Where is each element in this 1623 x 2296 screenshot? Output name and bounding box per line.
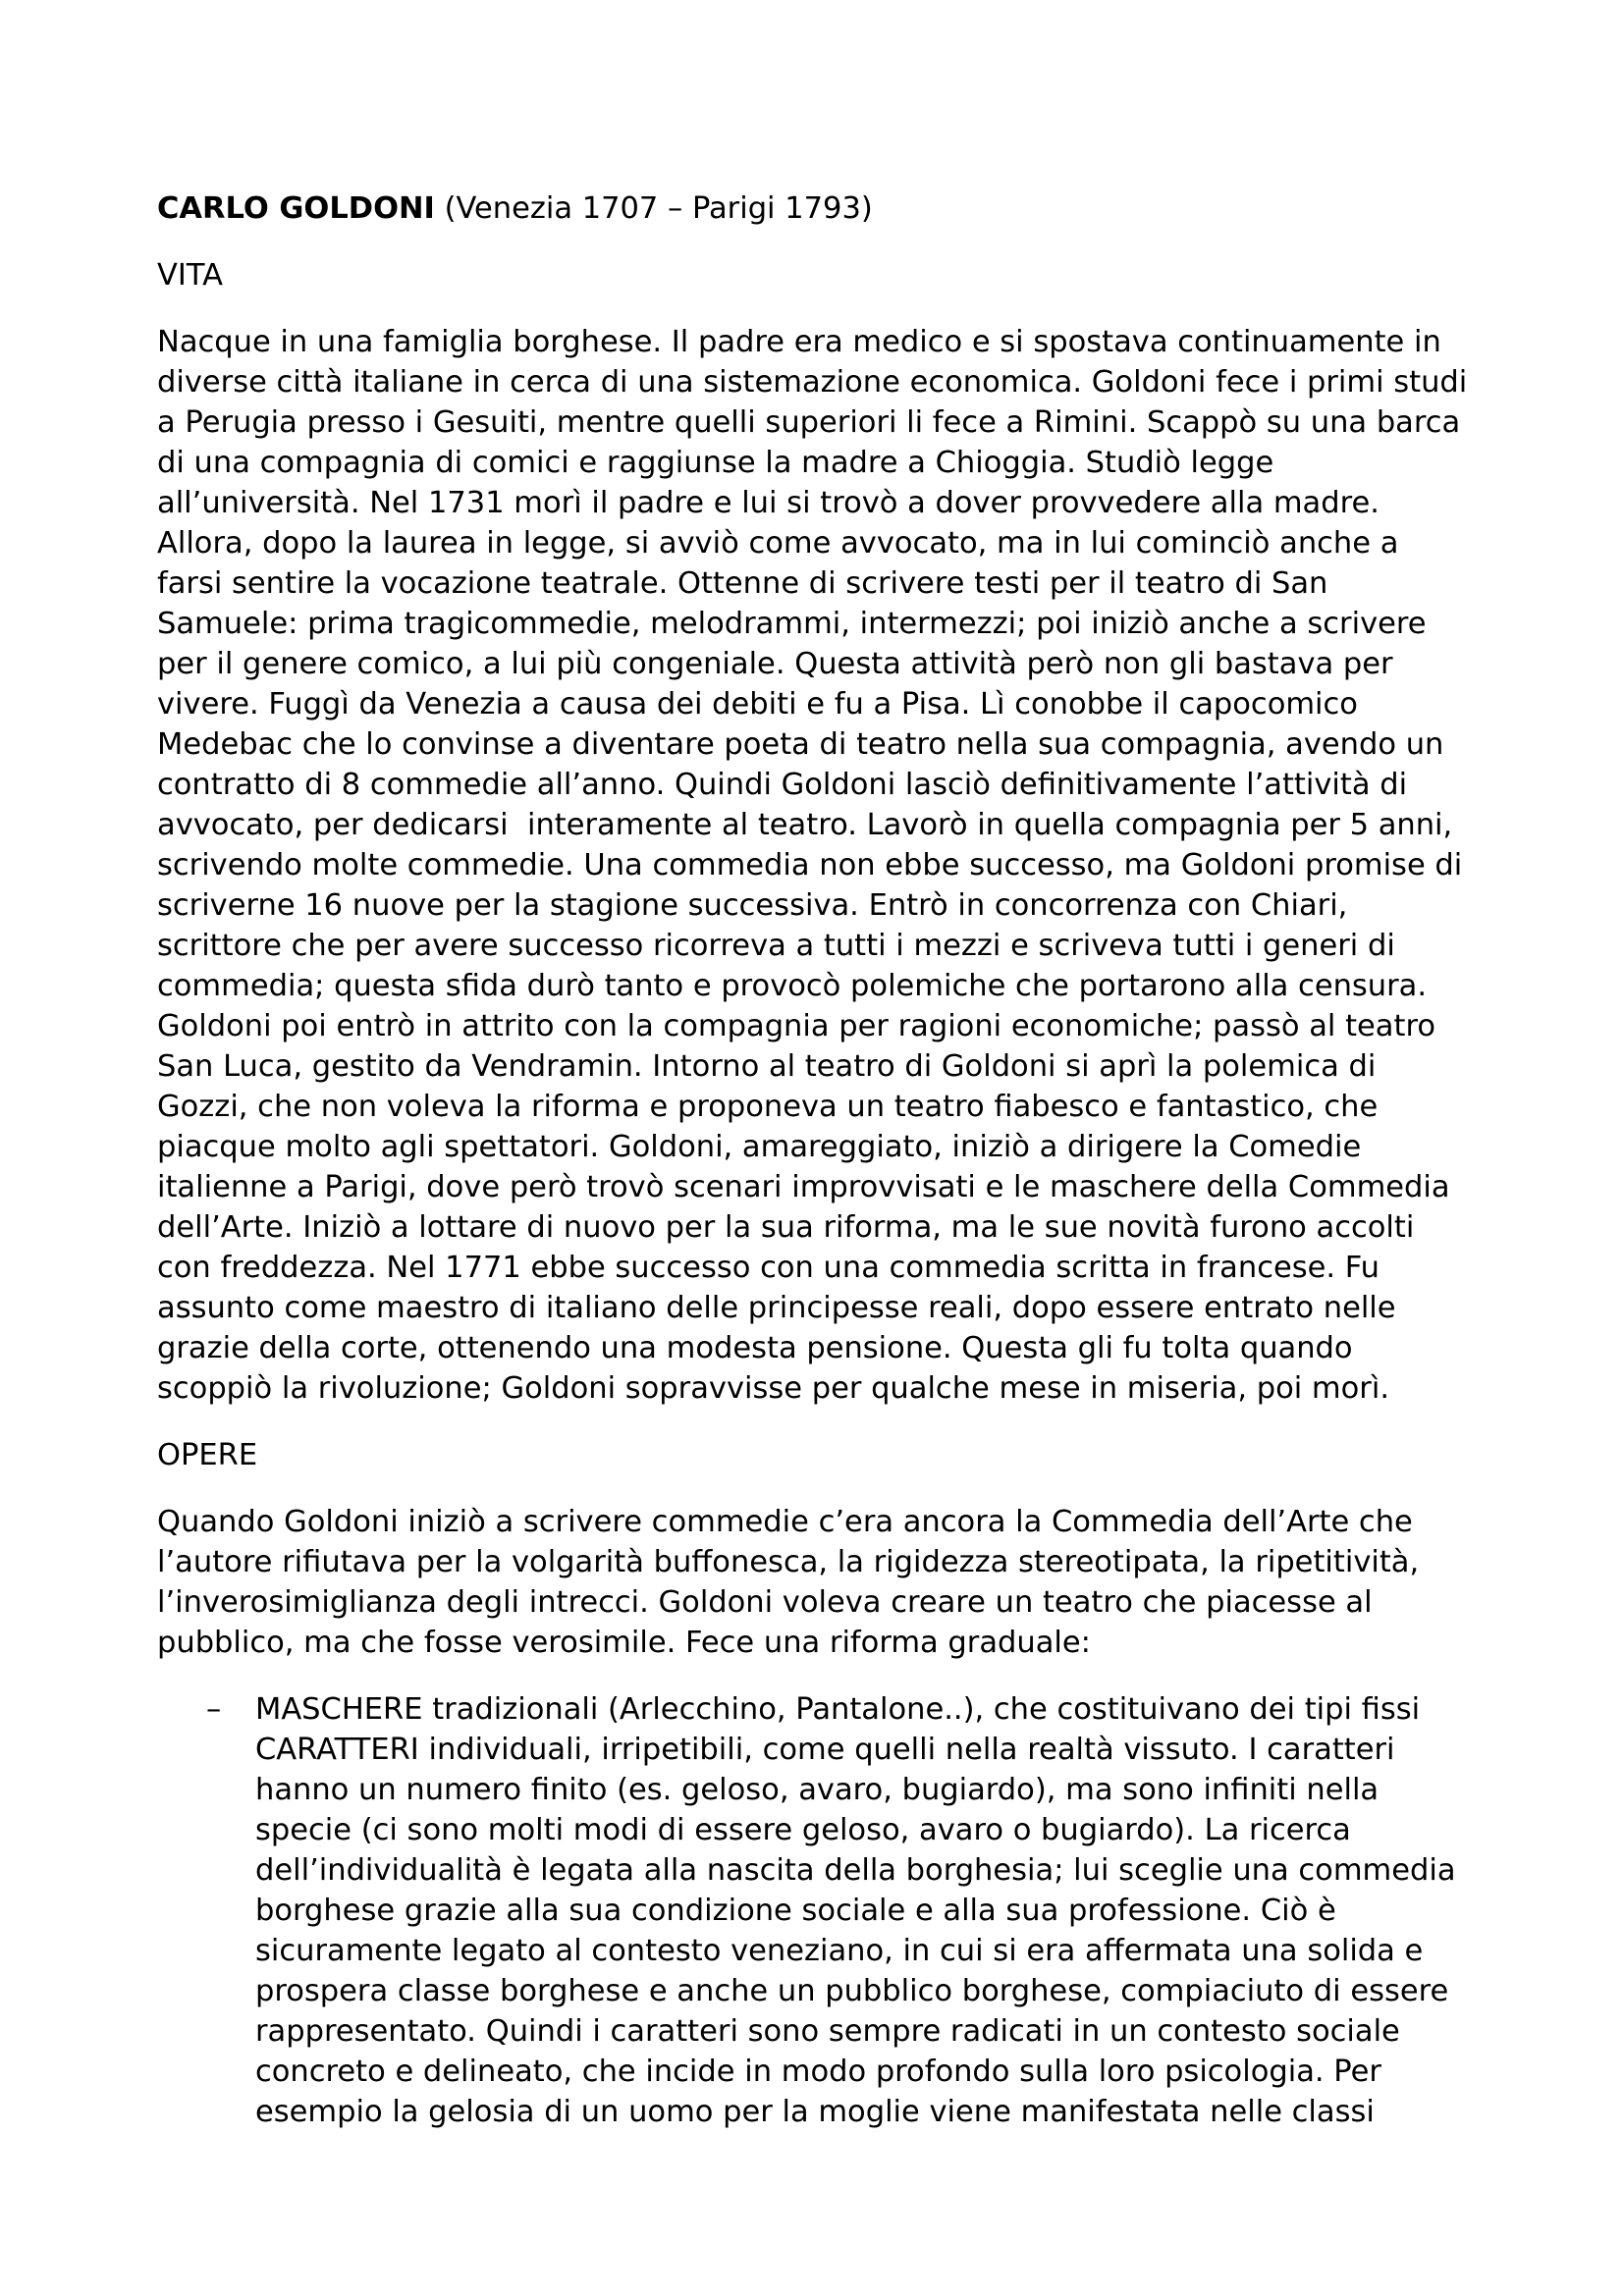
reform-list	[157, 1689, 1492, 2132]
text-line: concreto e delineato, che incide in modo profondo sulla loro psicologia. Per	[255, 2055, 1381, 2089]
text-line: l’autore rifiutava per la volgarità buffonesca, la rigidezza stereotipata, la ripetitività,	[157, 1545, 1420, 1579]
text-line: CARATTERI individuali, irripetibili, come quelli nella realtà vissuto. I caratteri	[255, 1733, 1395, 1767]
text-line: per il genere comico, a lui più congeniale. Questa attività però non gli bastava per	[157, 647, 1393, 681]
text-line: all’università. Nel 1731 morì il padre e lui si trovò a dover provvedere alla madre.	[157, 486, 1380, 520]
text-line: assunto come maestro di italiano delle principesse reali, dopo essere entrato nelle	[157, 1291, 1396, 1325]
author-name: CARLO GOLDONI	[157, 191, 435, 226]
text-line: Samuele: prima tragicommedie, melodrammi, intermezzi; poi iniziò anche a scrivere	[157, 607, 1427, 641]
document-title	[157, 188, 1492, 229]
text-line: Nacque in una famiglia borghese. Il padre era medico e si spostava continuamente in	[157, 325, 1441, 359]
text-line: contratto di 8 commedie all’anno. Quindi Goldoni lasciò definitivamente l’attività di	[157, 768, 1408, 802]
list-bullet-dash: –	[206, 1692, 222, 1727]
text-line: scrittore che per avere successo ricorreva a tutti i mezzi e scriveva tutti i generi di	[157, 929, 1395, 963]
text-line: Goldoni poi entrò in attrito con la compagnia per ragioni economiche; passò al teatro	[157, 1009, 1435, 1043]
text-line: italienne a Parigi, dove però trovò scenari improvvisati e le maschere della Commedia	[157, 1170, 1450, 1204]
text-line: Gozzi, che non voleva la riforma e proponeva un teatro fiabesco e fantastico, che	[157, 1090, 1379, 1124]
text-line: di una compagnia di comici e raggiunse la madre a Chioggia. Studiò legge	[157, 446, 1274, 480]
text-line: scriverne 16 nuove per la stagione successiva. Entrò in concorrenza con Chiari,	[157, 888, 1348, 923]
text-line: farsi sentire la vocazione teatrale. Ottenne di scrivere testi per il teatro di San	[157, 566, 1328, 601]
text-line: prospera classe borghese e anche un pubblico borghese, compiaciuto di essere	[255, 1974, 1449, 2008]
text-line: MASCHERE tradizionali (Arlecchino, Pantalone..), che costituivano dei tipi fissi	[255, 1692, 1421, 1727]
text-line: rappresentato. Quindi i caratteri sono sempre radicati in un contesto sociale	[255, 2014, 1400, 2049]
text-line: hanno un numero finito (es. geloso, avaro, bugiardo), ma sono infiniti nella	[255, 1773, 1380, 1807]
text-line: esempio la gelosia di un uomo per la moglie viene manifestata nelle classi	[255, 2095, 1375, 2129]
text-line: borghese grazie alla sua condizione sociale e alla sua professione. Ciò è	[255, 1894, 1336, 1928]
text-line: piacque molto agli spettatori. Goldoni, amareggiato, iniziò a dirigere la Comedie	[157, 1130, 1362, 1164]
text-line: vivere. Fuggì da Venezia a causa dei debiti e fu a Pisa. Lì conobbe il capocomico	[157, 687, 1358, 721]
document-body	[157, 188, 1492, 2132]
text-line: Medebac che lo convinse a diventare poeta di teatro nella sua compagnia, avendo un	[157, 727, 1444, 762]
author-dates: (Venezia 1707 – Parigi 1793)	[434, 191, 873, 226]
text-line: grazie della corte, ottenendo una modesta pensione. Questa gli fu tolta quando	[157, 1331, 1353, 1365]
section-heading-opere: OPERE	[157, 1438, 258, 1472]
text-line: scrivendo molte commedie. Una commedia non ebbe successo, ma Goldoni promise di	[157, 848, 1463, 882]
text-line: Quando Goldoni iniziò a scrivere commedie c’era ancora la Commedia dell’Arte che	[157, 1505, 1413, 1539]
text-line: pubblico, ma che fosse verosimile. Fece una riforma graduale:	[157, 1626, 1091, 1660]
text-line: San Luca, gestito da Vendramin. Intorno al teatro di Goldoni si aprì la polemica di	[157, 1049, 1377, 1084]
text-line: dell’Arte. Iniziò a lottare di nuovo per la sua riforma, ma le sue novità furono accolti	[157, 1210, 1415, 1245]
vita-paragraph	[157, 322, 1492, 1409]
text-line: l’inverosimiglianza degli intrecci. Goldoni voleva creare un teatro che piacesse al	[157, 1585, 1373, 1620]
section-heading-vita: VITA	[157, 258, 223, 293]
opere-paragraph	[157, 1502, 1492, 1663]
text-line: specie (ci sono molti modi di essere geloso, avaro o bugiardo). La ricerca	[255, 1813, 1351, 1847]
text-line: commedia; questa sfida durò tanto e provocò polemiche che portarono alla censura.	[157, 969, 1428, 1003]
text-line: Allora, dopo la laurea in legge, si avviò come avvocato, ma in lui cominciò anche a	[157, 526, 1399, 561]
text-line: diverse città italiane in cerca di una sistemazione economica. Goldoni fece i primi studi	[157, 365, 1468, 400]
text-line: avvocato, per dedicarsi interamente al teatro. Lavorò in quella compagnia per 5 anni,	[157, 808, 1453, 842]
text-line: a Perugia presso i Gesuiti, mentre quelli superiori li fece a Rimini. Scappò su una barca	[157, 405, 1461, 440]
text-line: dell’individualità è legata alla nascita della borghesia; lui sceglie una commedia	[255, 1853, 1456, 1888]
text-line: con freddezza. Nel 1771 ebbe successo con una commedia scritta in francese. Fu	[157, 1251, 1380, 1285]
text-line: sicuramente legato al contesto veneziano, in cui si era affermata una solida e	[255, 1934, 1424, 1968]
text-line: scoppiò la rivoluzione; Goldoni sopravvisse per qualche mese in miseria, poi morì.	[157, 1371, 1390, 1406]
list-item	[157, 1689, 1492, 2132]
